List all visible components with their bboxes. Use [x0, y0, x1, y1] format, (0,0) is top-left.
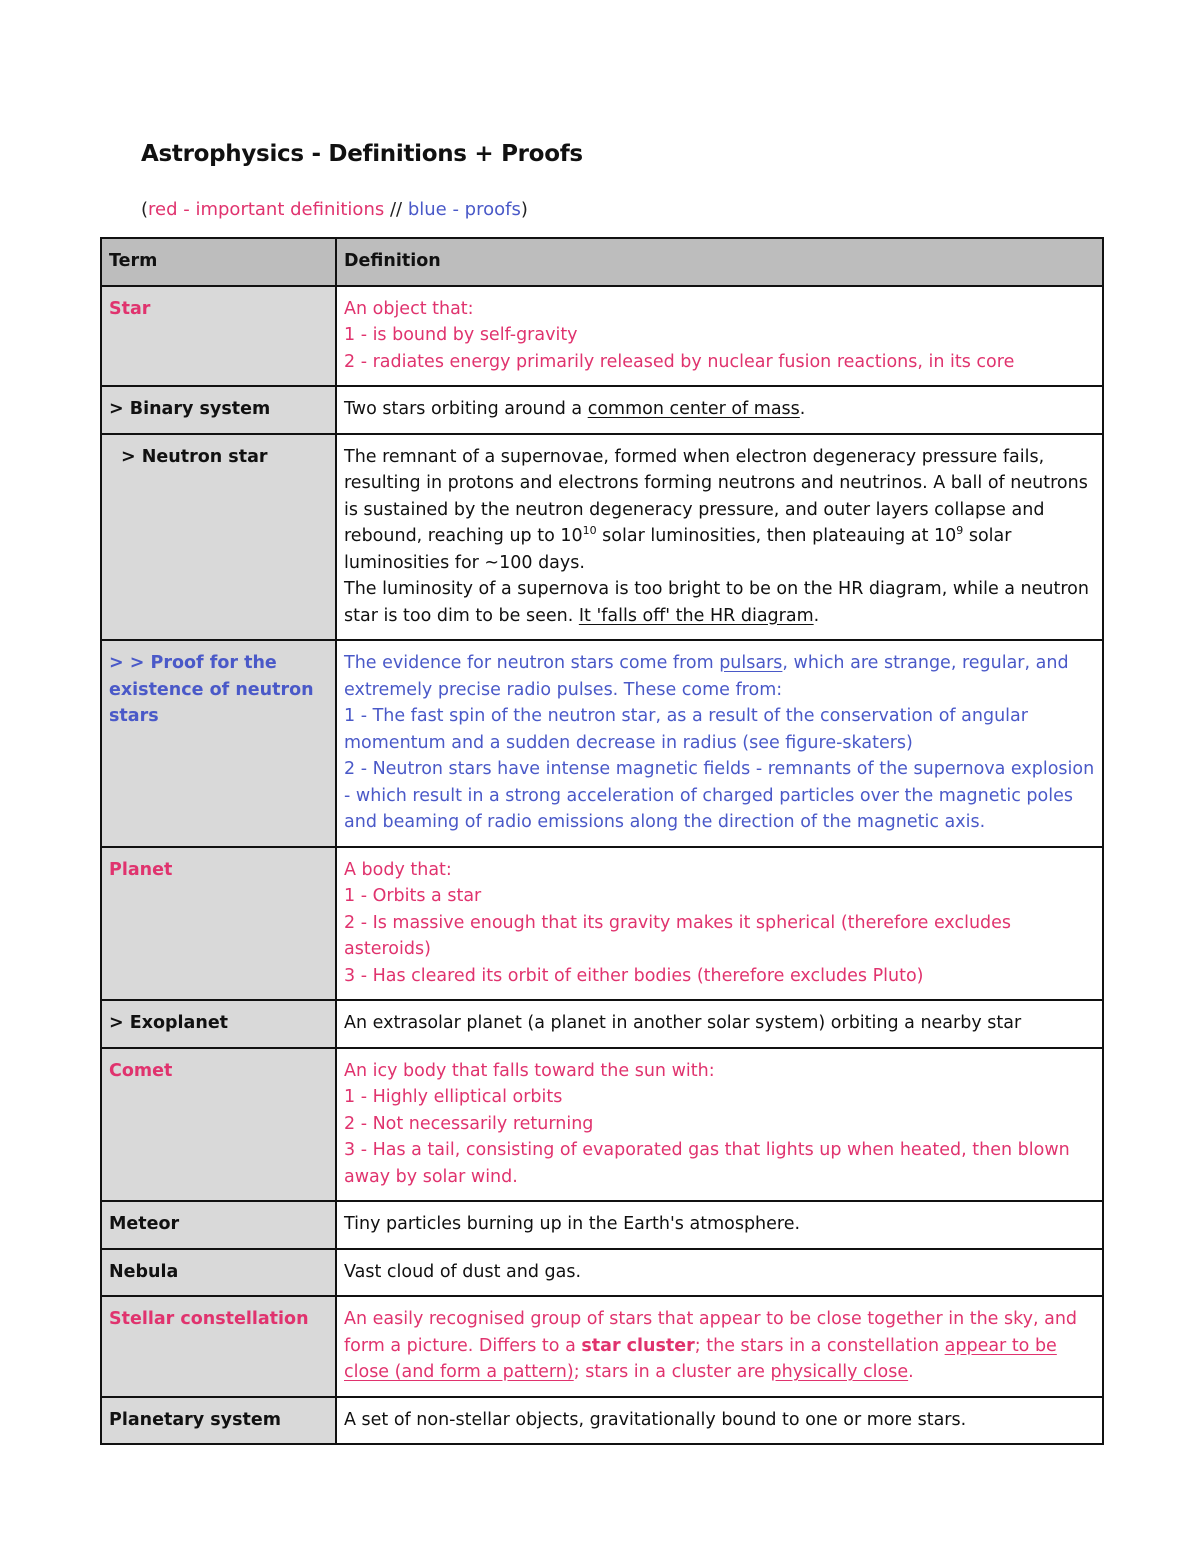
definition-line: 2 - Neutron stars have intense magnetic fields - remnants of the supernova explosion - which result in a strong acceleration of charged particles over the magnetic poles and beaming of radio emissions along the direction of the magnetic axis. [344, 759, 1095, 832]
legend-close-paren: ) [520, 199, 528, 220]
definition-line: 1 - The fast spin of the neutron star, as a result of the conservation of angular momentum and a sudden decrease in radius (see figure-skaters) [344, 706, 1028, 753]
definition-neutron-proof [336, 640, 1103, 847]
table-row-planet [101, 847, 1103, 1001]
underlined-pulsars: pulsars [719, 653, 783, 673]
definition-star [336, 286, 1103, 387]
definitions-table [100, 237, 1104, 1445]
term-exoplanet: > Exoplanet [101, 1000, 336, 1048]
legend-separator: // [384, 199, 408, 220]
definition-line: 1 - Highly elliptical orbits [344, 1087, 563, 1107]
definition-text: . [813, 605, 820, 626]
underlined-falls-off: It 'falls off' the HR diagram [578, 605, 814, 626]
underlined-appear-close: appear to be close (and form a pattern) [344, 1335, 1057, 1382]
definition-comet [336, 1048, 1103, 1202]
definition-text: Two stars orbiting around a [344, 399, 588, 419]
definition-text: ; stars in a cluster are [573, 1362, 771, 1382]
definition-text: , which are strange, regular, and extremely precise radio pulses. These come from: [344, 653, 1069, 700]
bold-star-cluster: star cluster [581, 1335, 695, 1356]
definition-planetary-system: A set of non-stellar objects, gravitationally bound to one or more stars. [336, 1397, 1103, 1445]
definition-line: 2 - Is massive enough that its gravity makes it spherical (therefore excludes asteroids) [344, 912, 1012, 959]
definition-text: . [799, 399, 806, 419]
header-term: Term [101, 238, 336, 286]
term-comet: Comet [101, 1048, 336, 1202]
term-star: Star [101, 286, 336, 387]
term-neutron-star [101, 434, 336, 641]
term-binary-system: > Binary system [101, 386, 336, 434]
definition-line: An icy body that falls toward the sun with: [344, 1060, 715, 1081]
exponent-10: 10 [582, 524, 597, 538]
term-neutron-proof: > > Proof for the existence of neutron stars [101, 640, 336, 847]
legend-red-label: red - important definitions [148, 199, 385, 220]
term-label: > Neutron star [121, 446, 268, 467]
definition-line: 1 - is bound by self-gravity [344, 325, 578, 345]
header-definition: Definition [336, 238, 1103, 286]
definition-line: 2 - Not necessarily returning [344, 1113, 594, 1134]
term-meteor: Meteor [101, 1201, 336, 1249]
definition-line: 3 - Has cleared its orbit of either bodies (therefore excludes Pluto) [344, 965, 924, 986]
table-header-row [101, 238, 1103, 286]
table-row-stellar-constellation [101, 1296, 1103, 1397]
table-row-nebula [101, 1249, 1103, 1297]
table-row-neutron-proof [101, 640, 1103, 847]
table-row-neutron-star [101, 434, 1103, 641]
page-title: Astrophysics - Definitions + Proofs [141, 141, 583, 167]
definition-text: The remnant of a supernovae, formed when electron degeneracy pressure fails, resulting in protons and electrons forming neutrons and neutrinos. A ball of neutrons is sustained by the neutron degeneracy pressure, and outer layers collapse and rebound, reaching up to 10 [344, 446, 1088, 546]
definition-text: solar luminosities for ~100 days. [344, 526, 1012, 573]
definition-stellar-constellation [336, 1296, 1103, 1397]
definition-binary-system [336, 386, 1103, 434]
definition-neutron-star [336, 434, 1103, 641]
definition-text: The evidence for neutron stars come from [344, 653, 720, 673]
color-legend [141, 199, 528, 220]
definition-exoplanet: An extrasolar planet (a planet in another solar system) orbiting a nearby star [336, 1000, 1103, 1048]
legend-blue-label: blue - proofs [407, 199, 521, 220]
table-row-planetary-system [101, 1397, 1103, 1445]
definition-meteor: Tiny particles burning up in the Earth's atmosphere. [336, 1201, 1103, 1249]
term-nebula: Nebula [101, 1249, 336, 1297]
exponent-9: 9 [956, 524, 964, 538]
term-planet: Planet [101, 847, 336, 1001]
table-row-star [101, 286, 1103, 387]
definition-line: A body that: [344, 859, 452, 880]
definition-line: 2 - radiates energy primarily released by nuclear fusion reactions, in its core [344, 351, 1015, 372]
term-planetary-system: Planetary system [101, 1397, 336, 1445]
underlined-common-center-of-mass: common center of mass [587, 399, 800, 419]
definition-line: 1 - Orbits a star [344, 886, 482, 906]
definition-text: An easily recognised group of stars that appear to be close together in the sky, and form a picture. Differs to a [344, 1309, 1078, 1356]
definition-text: . [908, 1362, 914, 1382]
definition-planet [336, 847, 1103, 1001]
underlined-physically-close: physically close [770, 1362, 909, 1382]
definition-text: The luminosity of a supernova is too bright to be on the HR diagram, while a neutron star is too dim to be seen. [344, 579, 1089, 626]
table-row-comet [101, 1048, 1103, 1202]
term-stellar-constellation: Stellar constellation [101, 1296, 336, 1397]
table-row-binary-system [101, 386, 1103, 434]
table-row-meteor [101, 1201, 1103, 1249]
legend-open-paren: ( [141, 199, 149, 220]
definition-nebula: Vast cloud of dust and gas. [336, 1249, 1103, 1297]
definition-text: solar luminosities, then plateauing at 10 [596, 526, 957, 546]
definition-text: ; the stars in a constellation [694, 1335, 945, 1356]
definition-line: 3 - Has a tail, consisting of evaporated gas that lights up when heated, then blown away by solar wind. [344, 1140, 1070, 1187]
table-row-exoplanet [101, 1000, 1103, 1048]
definition-line: An object that: [344, 298, 474, 319]
